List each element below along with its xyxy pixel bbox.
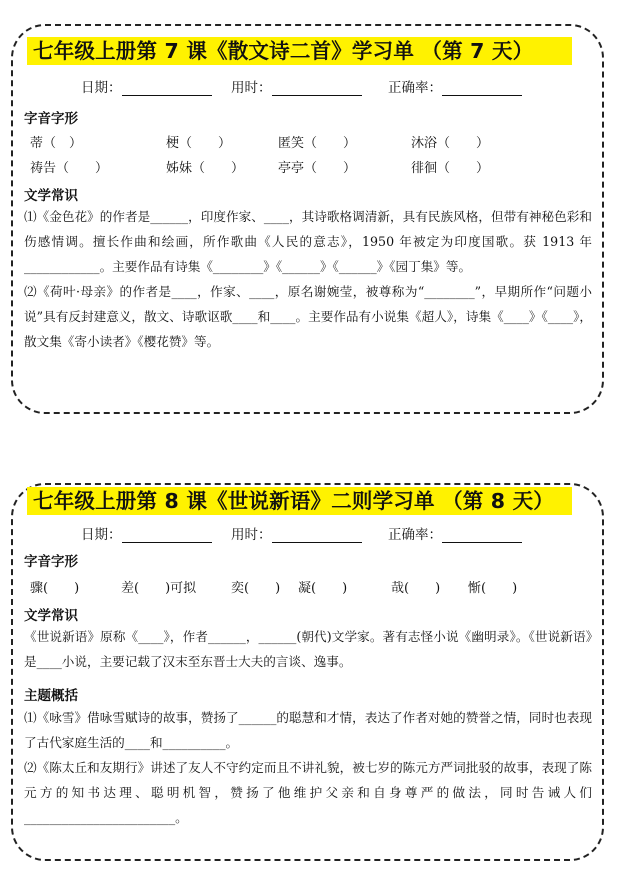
pron-item[interactable]: 差( )可拟: [121, 581, 197, 596]
pron-item[interactable]: 祷告（ ）: [30, 161, 109, 176]
pron-item[interactable]: 蒂（ ）: [30, 136, 83, 151]
time-field[interactable]: [231, 76, 362, 96]
pron-item[interactable]: 姊妹（ ）: [166, 161, 245, 176]
accuracy-blank[interactable]: [442, 528, 522, 543]
accuracy-field[interactable]: [388, 76, 522, 96]
lesson8-worksheet: [11, 483, 604, 861]
section-pronunciation-heading: 字音字形: [24, 554, 78, 570]
pronunciation-row: [13, 132, 602, 152]
literature-question-1[interactable]: ⑴《金色花》的作者是______，印度作家、____，其诗歌格调清新，具有民族风格，但带有神秘色彩和伤感情调。擅长作曲和绘画，所作歌曲《人民的意志》，1950 年被定为印度国歌。获 1913 年____________。主要作品有诗集《________》《______》《______》《园丁集》等。: [24, 209, 592, 274]
pron-item[interactable]: 匿笑（ ）: [278, 136, 357, 151]
pron-item[interactable]: 亭亭（ ）: [278, 161, 357, 176]
time-blank[interactable]: [272, 528, 362, 543]
pron-item[interactable]: 梗（ ）: [166, 136, 232, 151]
pronunciation-row: [13, 157, 602, 177]
pron-item[interactable]: 惭( ): [468, 581, 518, 596]
theme-question-1[interactable]: ⑴《咏雪》借咏雪赋诗的故事，赞扬了______的聪慧和才情，表达了作者对她的赞誉之情，同时也表现了古代家庭生活的____和__________。: [24, 710, 592, 750]
pron-item[interactable]: 凝( ): [298, 581, 348, 596]
time-label: 用时：: [231, 80, 272, 96]
pron-item[interactable]: 奕( ): [231, 581, 281, 596]
literature-question-2[interactable]: ⑵《荷叶·母亲》的作者是____，作家、____，原名谢婉莹，被尊称为“________”，早期所作“问题小说”具有反封建意义，散文、诗歌讴歌____和____。主要作品有小说集《超人》，诗集《____》《____》，散文集《寄小读者》《樱花赞》等。: [24, 284, 592, 349]
section-pronunciation-heading: 字音字形: [24, 111, 78, 127]
date-label: 日期：: [81, 80, 122, 96]
section-theme-heading: 主题概括: [24, 688, 78, 704]
theme-question-2[interactable]: ⑵《陈太丘和友期行》讲述了友人不守约定而且不讲礼貌，被七岁的陈元方严词批驳的故事，表现了陈元方的知书达理、聪明机智，赞扬了他维护父亲和自身尊严的做法，同时告诫人们________________________。: [24, 760, 592, 825]
date-field[interactable]: [81, 76, 212, 96]
accuracy-label: 正确率：: [388, 80, 442, 96]
pronunciation-row: [13, 577, 602, 597]
lesson7-worksheet: [11, 24, 604, 414]
time-blank[interactable]: [272, 81, 362, 96]
accuracy-field[interactable]: [388, 523, 522, 543]
date-label: 日期：: [81, 527, 122, 543]
date-field[interactable]: [81, 523, 212, 543]
date-blank[interactable]: [122, 81, 212, 96]
pron-item[interactable]: 骤( ): [30, 581, 80, 596]
pron-item[interactable]: 沐浴（ ）: [411, 136, 490, 151]
literature-question-1[interactable]: 《世说新语》原称《____》，作者______，______(朝代)文学家。著有志怪小说《幽明录》。《世说新语》是____小说，主要记载了汉末至东晋士大夫的言谈、逸事。: [24, 629, 592, 669]
pron-item[interactable]: 哉( ): [391, 581, 441, 596]
section-literature-heading: 文学常识: [24, 188, 78, 204]
date-blank[interactable]: [122, 528, 212, 543]
literature-paragraph: [24, 624, 592, 674]
theme-paragraphs: [24, 705, 592, 830]
literature-paragraphs: [24, 204, 592, 354]
lesson8-title: 七年级上册第 8 课《世说新语》二则学习单 （第 8 天）: [27, 487, 572, 515]
pron-item[interactable]: 徘徊（ ）: [411, 161, 490, 176]
section-literature-heading: 文学常识: [24, 608, 78, 624]
time-field[interactable]: [231, 523, 362, 543]
accuracy-label: 正确率：: [388, 527, 442, 543]
lesson7-meta-row: [13, 76, 602, 96]
time-label: 用时：: [231, 527, 272, 543]
accuracy-blank[interactable]: [442, 81, 522, 96]
lesson7-title: 七年级上册第 7 课《散文诗二首》学习单 （第 7 天）: [27, 37, 572, 65]
lesson8-meta-row: [13, 523, 602, 543]
